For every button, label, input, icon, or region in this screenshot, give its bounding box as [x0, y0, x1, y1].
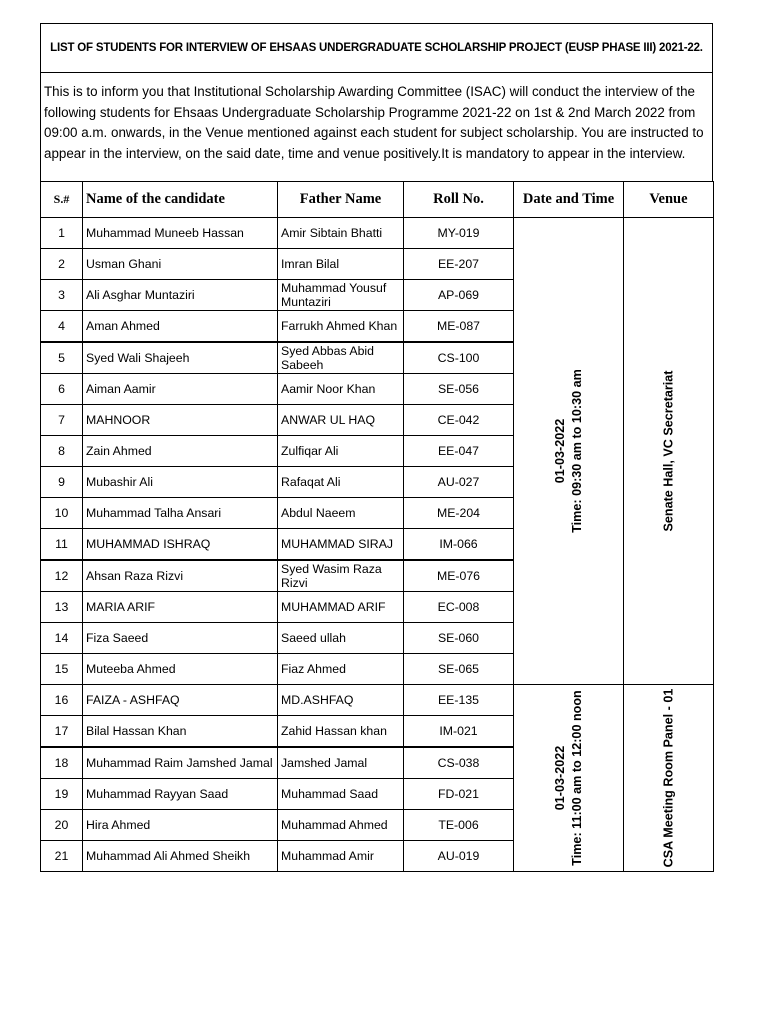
cell-roll-no: SE-065	[404, 654, 514, 685]
header-roll-no: Roll No.	[404, 182, 514, 218]
table-body	[41, 218, 714, 872]
cell-father-name: Rafaqat Ali	[278, 467, 404, 498]
cell-roll-no: CS-038	[404, 747, 514, 779]
cell-candidate-name: MUHAMMAD ISHRAQ	[83, 529, 278, 561]
cell-father-name: Syed Abbas Abid Sabeeh	[278, 342, 404, 374]
cell-father-name: Muhammad Saad	[278, 779, 404, 810]
cell-sno: 9	[41, 467, 83, 498]
cell-roll-no: EE-047	[404, 436, 514, 467]
cell-sno: 20	[41, 810, 83, 841]
cell-candidate-name: Ali Asghar Muntaziri	[83, 280, 278, 311]
cell-father-name: Imran Bilal	[278, 249, 404, 280]
cell-candidate-name: Mubashir Ali	[83, 467, 278, 498]
cell-candidate-name: Muhammad Ali Ahmed Sheikh	[83, 841, 278, 872]
interview-time: Time: 11:00 am to 12:00 noon	[569, 690, 584, 866]
cell-roll-no: FD-021	[404, 779, 514, 810]
cell-father-name: MUHAMMAD SIRAJ	[278, 529, 404, 561]
cell-father-name: ANWAR UL HAQ	[278, 405, 404, 436]
cell-father-name: MD.ASHFAQ	[278, 685, 404, 716]
table-header-row	[41, 182, 714, 218]
cell-roll-no: EC-008	[404, 592, 514, 623]
cell-venue	[624, 685, 714, 872]
cell-roll-no: MY-019	[404, 218, 514, 249]
cell-roll-no: CE-042	[404, 405, 514, 436]
cell-candidate-name: MARIA ARIF	[83, 592, 278, 623]
cell-roll-no: IM-066	[404, 529, 514, 561]
document-sheet	[40, 23, 713, 872]
cell-date-time	[514, 218, 624, 685]
cell-sno: 2	[41, 249, 83, 280]
cell-sno: 6	[41, 374, 83, 405]
cell-sno: 8	[41, 436, 83, 467]
cell-sno: 11	[41, 529, 83, 561]
cell-roll-no: EE-207	[404, 249, 514, 280]
cell-sno: 10	[41, 498, 83, 529]
cell-sno: 5	[41, 342, 83, 374]
document-title: LIST OF STUDENTS FOR INTERVIEW OF EHSAAS UNDERGRADUATE SCHOLARSHIP PROJECT (EUSP PHASE III) 2021-22.	[40, 23, 713, 72]
cell-father-name: Aamir Noor Khan	[278, 374, 404, 405]
students-table	[40, 181, 714, 872]
cell-sno: 21	[41, 841, 83, 872]
cell-father-name: Muhammad Yousuf Muntaziri	[278, 280, 404, 311]
cell-candidate-name: Ahsan Raza Rizvi	[83, 560, 278, 592]
cell-sno: 16	[41, 685, 83, 716]
cell-roll-no: AU-027	[404, 467, 514, 498]
cell-father-name: Amir Sibtain Bhatti	[278, 218, 404, 249]
cell-father-name: Muhammad Ahmed	[278, 810, 404, 841]
cell-candidate-name: Hira Ahmed	[83, 810, 278, 841]
date-time-label	[552, 690, 586, 865]
cell-sno: 1	[41, 218, 83, 249]
header-sno: S.#	[41, 182, 83, 218]
cell-candidate-name: MAHNOOR	[83, 405, 278, 436]
cell-roll-no: IM-021	[404, 716, 514, 748]
cell-candidate-name: Fiza Saeed	[83, 623, 278, 654]
cell-sno: 4	[41, 311, 83, 343]
cell-candidate-name: Muhammad Talha Ansari	[83, 498, 278, 529]
cell-sno: 17	[41, 716, 83, 748]
cell-candidate-name: Zain Ahmed	[83, 436, 278, 467]
cell-candidate-name: Muhammad Rayyan Saad	[83, 779, 278, 810]
cell-sno: 19	[41, 779, 83, 810]
venue-label: Senate Hall, VC Secretariat	[661, 370, 675, 532]
cell-date-time	[514, 685, 624, 872]
interview-date: 01-03-2022	[552, 745, 567, 811]
cell-roll-no: AU-019	[404, 841, 514, 872]
header-date-time: Date and Time	[514, 182, 624, 218]
cell-candidate-name: Usman Ghani	[83, 249, 278, 280]
cell-candidate-name: Muhammad Muneeb Hassan	[83, 218, 278, 249]
cell-roll-no: SE-056	[404, 374, 514, 405]
cell-roll-no: CS-100	[404, 342, 514, 374]
cell-roll-no: AP-069	[404, 280, 514, 311]
interview-time: Time: 09:30 am to 10:30 am	[569, 369, 584, 533]
cell-sno: 12	[41, 560, 83, 592]
cell-candidate-name: Muhammad Raim Jamshed Jamal	[83, 747, 278, 779]
cell-candidate-name: FAIZA - ASHFAQ	[83, 685, 278, 716]
header-candidate-name: Name of the candidate	[83, 182, 278, 218]
cell-father-name: MUHAMMAD ARIF	[278, 592, 404, 623]
cell-father-name: Muhammad Amir	[278, 841, 404, 872]
notice-paragraph: This is to inform you that Institutional Scholarship Awarding Committee (ISAC) will conduct the interview of the following students for Ehsaas Undergraduate Scholarship Programme 2021-22 on 1st & 2nd March 2022 from 09:00 a.m. onwards, in the Venue mentioned against each student for subject scholarship. You are instructed to appear in the interview, on the said date, time and venue positively.It is mandatory to appear in the interview.	[40, 72, 713, 181]
interview-date: 01-03-2022	[552, 418, 567, 484]
date-time-label	[552, 369, 586, 533]
cell-sno: 15	[41, 654, 83, 685]
cell-sno: 3	[41, 280, 83, 311]
cell-sno: 7	[41, 405, 83, 436]
cell-candidate-name: Muteeba Ahmed	[83, 654, 278, 685]
cell-sno: 18	[41, 747, 83, 779]
cell-sno: 14	[41, 623, 83, 654]
cell-father-name: Abdul Naeem	[278, 498, 404, 529]
header-venue: Venue	[624, 182, 714, 218]
cell-roll-no: TE-006	[404, 810, 514, 841]
table-row	[41, 685, 714, 716]
cell-sno: 13	[41, 592, 83, 623]
cell-father-name: Zahid Hassan khan	[278, 716, 404, 748]
cell-roll-no: ME-076	[404, 560, 514, 592]
header-father-name: Father Name	[278, 182, 404, 218]
cell-father-name: Fiaz Ahmed	[278, 654, 404, 685]
table-row	[41, 218, 714, 249]
cell-candidate-name: Syed Wali Shajeeh	[83, 342, 278, 374]
cell-father-name: Jamshed Jamal	[278, 747, 404, 779]
cell-father-name: Syed Wasim Raza Rizvi	[278, 560, 404, 592]
cell-roll-no: SE-060	[404, 623, 514, 654]
cell-roll-no: ME-087	[404, 311, 514, 343]
cell-roll-no: ME-204	[404, 498, 514, 529]
cell-roll-no: EE-135	[404, 685, 514, 716]
cell-candidate-name: Aiman Aamir	[83, 374, 278, 405]
cell-candidate-name: Aman Ahmed	[83, 311, 278, 343]
cell-father-name: Farrukh Ahmed Khan	[278, 311, 404, 343]
venue-label: CSA Meeting Room Panel - 01	[661, 688, 675, 868]
cell-candidate-name: Bilal Hassan Khan	[83, 716, 278, 748]
cell-venue	[624, 218, 714, 685]
cell-father-name: Zulfiqar Ali	[278, 436, 404, 467]
cell-father-name: Saeed ullah	[278, 623, 404, 654]
